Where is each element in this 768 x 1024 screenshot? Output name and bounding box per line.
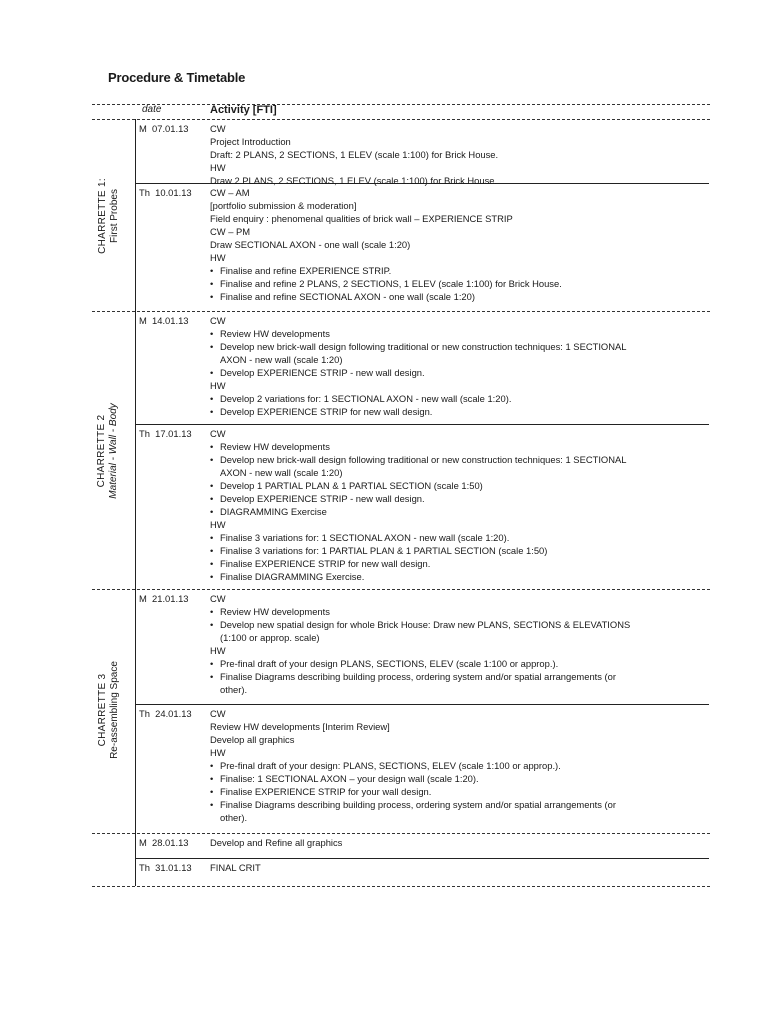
rule-row7 <box>135 858 709 859</box>
activity-line: HW <box>210 519 226 530</box>
activity-line: other). <box>220 684 248 695</box>
activity-line: CW – AM <box>210 187 250 198</box>
rule-section1 <box>92 311 710 312</box>
section-label-charrette-3: CHARRETTE 3 Re-assembling Space <box>97 661 120 759</box>
row-activity <box>210 186 710 303</box>
activity-bullet-item: • Develop 1 PARTIAL PLAN & 1 PARTIAL SECTION (scale 1:50) <box>210 479 710 492</box>
activity-bullet-item: • Finalise and refine 2 PLANS, 2 SECTIONS, 1 ELEV (scale 1:100) for Brick House. <box>210 277 710 290</box>
section-label-charrette-2: CHARRETTE 2 Material - Wall - Body <box>96 403 119 499</box>
row-date: M 28.01.13 <box>139 837 189 848</box>
activity-line: AXON - new wall (scale 1:20) <box>220 354 343 365</box>
rule-top <box>92 104 710 105</box>
activity-bullet-item: • Finalise 3 variations for: 1 SECTIONAL AXON - new wall (scale 1:20). <box>210 531 710 544</box>
row-date: M 21.01.13 <box>139 593 189 604</box>
column-divider <box>135 119 136 886</box>
activity-line: Project Introduction <box>210 136 291 147</box>
activity-line: Draft: 2 PLANS, 2 SECTIONS, 1 ELEV (scale 1:100) for Brick House. <box>210 149 499 160</box>
activity-bullet-item: • Finalise DIAGRAMMING Exercise. <box>210 570 710 583</box>
activity-line: HW <box>210 645 226 656</box>
row-date: M 14.01.13 <box>139 315 189 326</box>
activity-line: CW <box>210 123 226 134</box>
activity-line: CW <box>210 315 226 326</box>
activity-bullet-item: • Finalise EXPERIENCE STRIP for new wall design. <box>210 557 710 570</box>
row-date: Th 24.01.13 <box>139 708 192 719</box>
header-activity: Activity [FTI] <box>210 104 277 116</box>
rule-row3 <box>135 424 709 425</box>
row-activity <box>210 861 710 874</box>
activity-bullet-item: • Finalise EXPERIENCE STRIP for your wall design. <box>210 785 710 798</box>
activity-line: Draw SECTIONAL AXON - one wall (scale 1:20) <box>210 239 411 250</box>
activity-bullet-item: • Develop new brick-wall design following traditional or new construction techniques: 1 SECTIONAL <box>210 340 710 353</box>
activity-bullet-item: • Develop new brick-wall design following traditional or new construction techniques: 1 SECTIONAL <box>210 453 710 466</box>
rule-row5 <box>135 704 709 705</box>
activity-line: Develop and Refine all graphics <box>210 837 343 848</box>
activity-line: other). <box>220 812 248 823</box>
activity-bullet-item: • Develop EXPERIENCE STRIP - new wall design. <box>210 492 710 505</box>
activity-bullet-item: • Pre-final draft of your design PLANS, SECTIONS, ELEV (scale 1:100 or approp.). <box>210 657 710 670</box>
activity-bullet-item: • Develop new spatial design for whole Brick House: Draw new PLANS, SECTIONS & ELEVATIONS <box>210 618 710 631</box>
activity-line: CW – PM <box>210 226 251 237</box>
activity-line: CW <box>210 428 226 439</box>
activity-line: Review HW developments [Interim Review] <box>210 721 390 732</box>
activity-bullet-item: • Finalise Diagrams describing building process, ordering system and/or spatial arrangements (or <box>210 798 710 811</box>
row-activity <box>210 707 710 824</box>
activity-bullet-item: • Finalise and refine SECTIONAL AXON - one wall (scale 1:20) <box>210 290 710 303</box>
row-date: Th 31.01.13 <box>139 862 192 873</box>
activity-bullet-item: • Review HW developments <box>210 440 710 453</box>
activity-bullet-item: • Finalise 3 variations for: 1 PARTIAL PLAN & 1 PARTIAL SECTION (scale 1:50) <box>210 544 710 557</box>
activity-bullet-item: • Finalise Diagrams describing building process, ordering system and/or spatial arrangements (or <box>210 670 710 683</box>
row-activity <box>210 592 710 696</box>
activity-line: HW <box>210 380 226 391</box>
activity-bullet-item: • Develop EXPERIENCE STRIP for new wall design. <box>210 405 710 418</box>
row-date: M 07.01.13 <box>139 123 189 134</box>
row-date: Th 10.01.13 <box>139 187 192 198</box>
activity-line: Draw 2 PLANS, 2 SECTIONS, 1 ELEV (scale 1:100) for Brick House. <box>210 175 498 186</box>
rule-bottom <box>92 886 710 887</box>
rule-section2 <box>92 589 710 590</box>
activity-bullet-item: • Review HW developments <box>210 327 710 340</box>
activity-line: FINAL CRIT <box>210 862 261 873</box>
activity-bullet-item: • DIAGRAMMING Exercise <box>210 505 710 518</box>
activity-line: HW <box>210 252 226 263</box>
row-activity <box>210 427 710 583</box>
page-title: Procedure & Timetable <box>108 70 246 85</box>
row-date: Th 17.01.13 <box>139 428 192 439</box>
activity-line: (1:100 or approp. scale) <box>220 632 320 643</box>
activity-bullet-item: • Finalise and refine EXPERIENCE STRIP. <box>210 264 710 277</box>
activity-line: Develop all graphics <box>210 734 295 745</box>
rule-section3 <box>92 833 710 834</box>
activity-line: HW <box>210 747 226 758</box>
activity-line: CW <box>210 708 226 719</box>
section-label-charrette-1: CHARRETTE 1: First Probes <box>97 178 120 254</box>
activity-line: [portfolio submission & moderation] <box>210 200 357 211</box>
activity-line: AXON - new wall (scale 1:20) <box>220 467 343 478</box>
activity-line: Field enquiry : phenomenal qualities of brick wall – EXPERIENCE STRIP <box>210 213 513 224</box>
row-activity <box>210 314 710 418</box>
row-activity <box>210 836 710 849</box>
activity-bullet-item: • Develop 2 variations for: 1 SECTIONAL AXON - new wall (scale 1:20). <box>210 392 710 405</box>
activity-bullet-item: • Review HW developments <box>210 605 710 618</box>
header-date: date <box>142 104 162 115</box>
row-activity <box>210 122 710 187</box>
rule-header <box>92 119 710 120</box>
activity-line: CW <box>210 593 226 604</box>
activity-bullet-item: • Finalise: 1 SECTIONAL AXON – your design wall (scale 1:20). <box>210 772 710 785</box>
activity-line: HW <box>210 162 226 173</box>
activity-bullet-item: • Develop EXPERIENCE STRIP - new wall design. <box>210 366 710 379</box>
activity-bullet-item: • Pre-final draft of your design: PLANS, SECTIONS, ELEV (scale 1:100 or approp.). <box>210 759 710 772</box>
